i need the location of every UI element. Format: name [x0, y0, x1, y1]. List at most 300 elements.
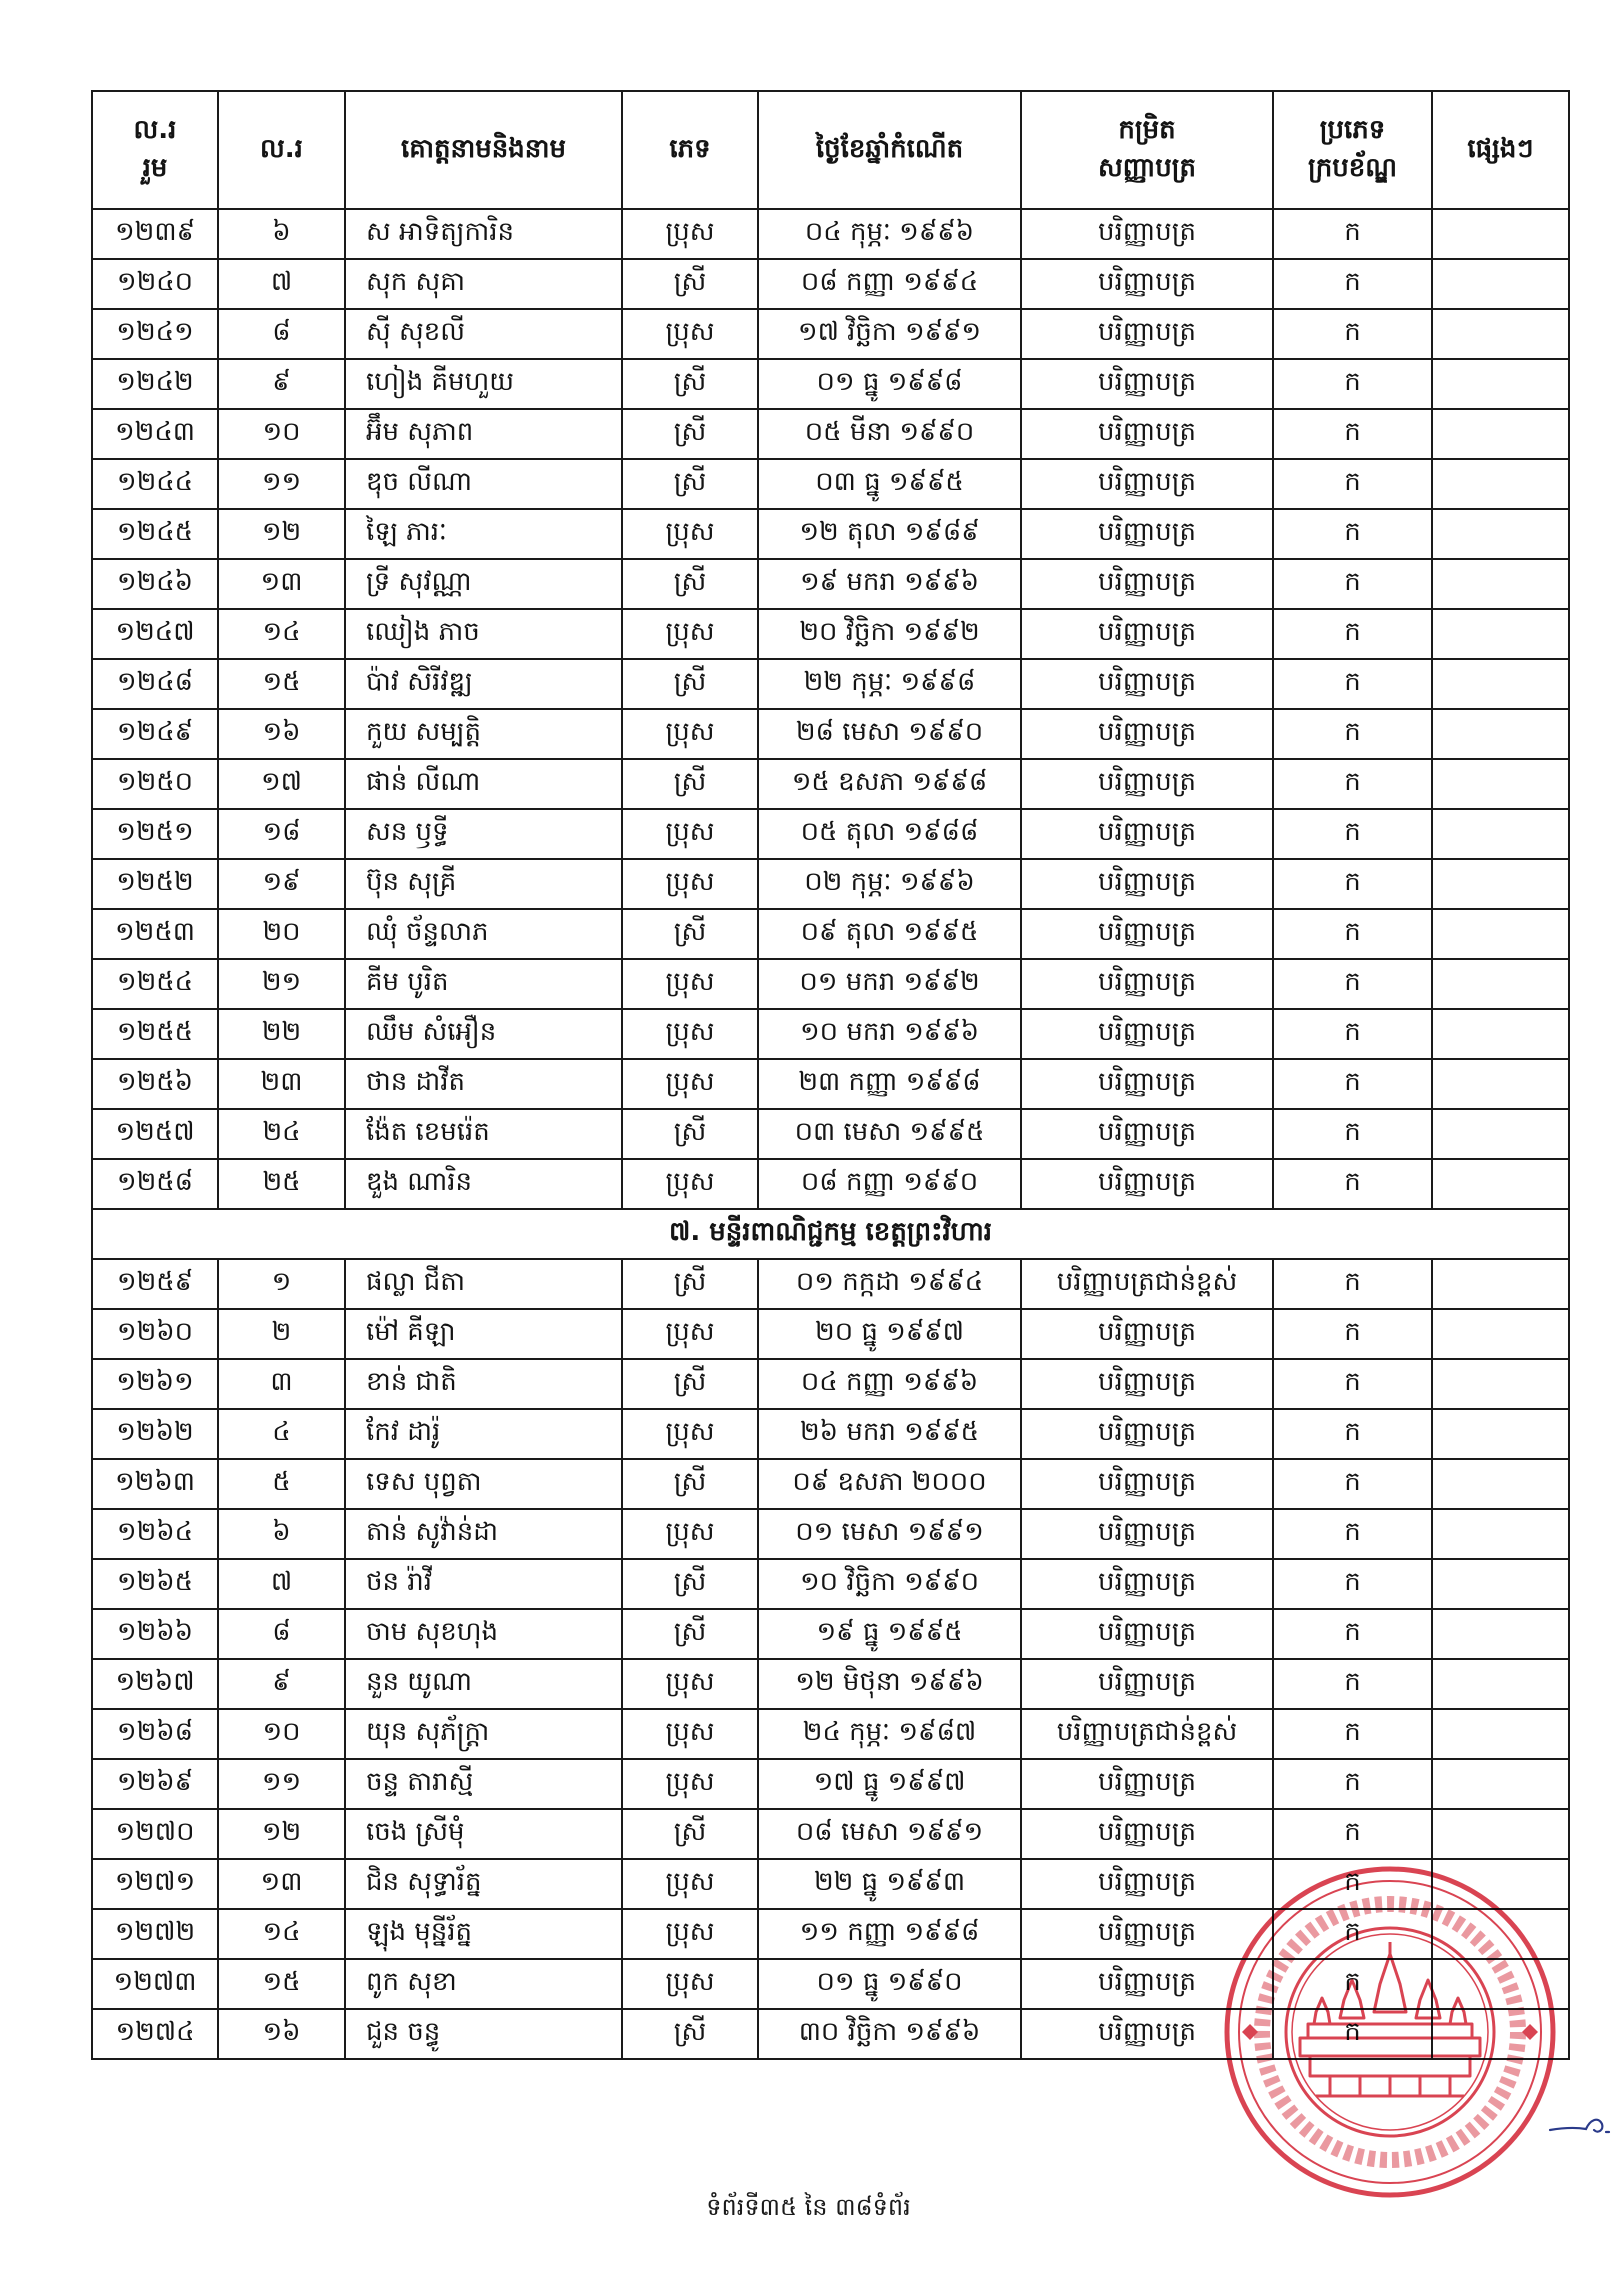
cell-no: ១៥ [218, 659, 345, 709]
table-row [92, 509, 1569, 559]
cell-total-no: ១២៥៧ [92, 1109, 218, 1159]
table-row [92, 1259, 1569, 1309]
cell-other [1432, 259, 1569, 309]
cell-name: សន ឫទ្ធី [345, 809, 622, 859]
cell-gender: ប្រុស [622, 1659, 758, 1709]
cell-total-no: ១២៧០ [92, 1809, 218, 1859]
cell-degree: បរិញ្ញាបត្រ [1021, 1809, 1273, 1859]
cell-gender: ប្រុស [622, 709, 758, 759]
cell-category: ក [1273, 1259, 1432, 1309]
header-total-no: ល.រ រួម [92, 91, 218, 209]
cell-no: ១៩ [218, 859, 345, 909]
cell-no: ១៣ [218, 559, 345, 609]
cell-other [1432, 909, 1569, 959]
section-title: ៧. មន្ទីរពាណិជ្ជកម្ម ខេត្តព្រះវិហារ [92, 1209, 1569, 1259]
cell-total-no: ១២៤៦ [92, 559, 218, 609]
cell-gender: ប្រុស [622, 1009, 758, 1059]
cell-total-no: ១២៥៣ [92, 909, 218, 959]
cell-total-no: ១២៤៣ [92, 409, 218, 459]
cell-gender: ស្រី [622, 1459, 758, 1509]
table-row [92, 959, 1569, 1009]
cell-degree: បរិញ្ញាបត្រ [1021, 209, 1273, 259]
cell-total-no: ១២៤៤ [92, 459, 218, 509]
cell-category: ក [1273, 809, 1432, 859]
cell-other [1432, 1159, 1569, 1209]
cell-no: ១០ [218, 1709, 345, 1759]
cell-degree: បរិញ្ញាបត្រ [1021, 709, 1273, 759]
cell-category: ក [1273, 1409, 1432, 1459]
cell-name: ថន រ៉ាវី [345, 1559, 622, 1609]
cell-birth-date: ១៧ ធ្នូ ១៩៩៧ [758, 1759, 1021, 1809]
cell-name: ចាម សុខហុង [345, 1609, 622, 1659]
cell-name: ជួន ចន្ធូ [345, 2009, 622, 2059]
cell-birth-date: ០៩ ឧសភា ២០០០ [758, 1459, 1021, 1509]
cell-other [1432, 959, 1569, 1009]
cell-total-no: ១២៤៨ [92, 659, 218, 709]
cell-no: ១៥ [218, 1959, 345, 2009]
cell-no: ១៤ [218, 609, 345, 659]
cell-birth-date: ២៨ មេសា ១៩៩០ [758, 709, 1021, 759]
cell-degree: បរិញ្ញាបត្រ [1021, 1509, 1273, 1559]
table-row [92, 559, 1569, 609]
cell-gender: ស្រី [622, 259, 758, 309]
header-row [92, 91, 1569, 209]
cell-other [1432, 1409, 1569, 1459]
cell-gender: ប្រុស [622, 209, 758, 259]
cell-degree: បរិញ្ញាបត្រ [1021, 1059, 1273, 1109]
table-row [92, 1759, 1569, 1809]
cell-total-no: ១២៦០ [92, 1309, 218, 1359]
cell-other [1432, 859, 1569, 909]
cell-gender: ស្រី [622, 1559, 758, 1609]
cell-birth-date: ០៣ មេសា ១៩៩៥ [758, 1109, 1021, 1159]
cell-total-no: ១២៤០ [92, 259, 218, 309]
cell-category: ក [1273, 1109, 1432, 1159]
cell-name: ឈៀង ភាច [345, 609, 622, 659]
cell-other [1432, 1009, 1569, 1059]
cell-total-no: ១២៥៦ [92, 1059, 218, 1109]
cell-category: ក [1273, 959, 1432, 1009]
cell-name: នួន យូណា [345, 1659, 622, 1709]
table-row [92, 259, 1569, 309]
cell-gender: ប្រុស [622, 509, 758, 559]
cell-name: កួយ សម្បត្តិ [345, 709, 622, 759]
cell-name: សុក សុគា [345, 259, 622, 309]
cell-gender: ស្រី [622, 909, 758, 959]
cell-name: ង៉ែត ខេមរ៉េត [345, 1109, 622, 1159]
cell-name: យុន សុភ័ក្ត្រា [345, 1709, 622, 1759]
cell-name: គីម បូរិត [345, 959, 622, 1009]
table-row [92, 309, 1569, 359]
cell-category: ក [1273, 659, 1432, 709]
cell-birth-date: ០៩ តុលា ១៩៩៥ [758, 909, 1021, 959]
cell-category: ក [1273, 1159, 1432, 1209]
cell-birth-date: ០៤ កុម្ភៈ ១៩៩៦ [758, 209, 1021, 259]
cell-other [1432, 1309, 1569, 1359]
cell-other [1432, 809, 1569, 859]
cell-other [1432, 209, 1569, 259]
cell-birth-date: ២២ ធ្នូ ១៩៩៣ [758, 1859, 1021, 1909]
cell-birth-date: ០១ កក្កដា ១៩៩៤ [758, 1259, 1021, 1309]
cell-no: ៧ [218, 1559, 345, 1609]
cell-other [1432, 759, 1569, 809]
cell-category: ក [1273, 859, 1432, 909]
cell-gender: ស្រី [622, 459, 758, 509]
cell-name: ស អាទិត្យការិន [345, 209, 622, 259]
cell-no: ១៤ [218, 1909, 345, 1959]
cell-degree: បរិញ្ញាបត្រ [1021, 1959, 1273, 2009]
cell-degree: បរិញ្ញាបត្រ [1021, 359, 1273, 409]
cell-degree: បរិញ្ញាបត្រ [1021, 1159, 1273, 1209]
cell-birth-date: ២៤ កុម្ភៈ ១៩៨៧ [758, 1709, 1021, 1759]
cell-total-no: ១២៧៤ [92, 2009, 218, 2059]
cell-no: ៩ [218, 359, 345, 409]
table-row [92, 409, 1569, 459]
cell-birth-date: ១៧ វិច្ឆិកា ១៩៩១ [758, 309, 1021, 359]
cell-degree: បរិញ្ញាបត្រ [1021, 609, 1273, 659]
cell-birth-date: ១២ មិថុនា ១៩៩៦ [758, 1659, 1021, 1709]
cell-gender: ប្រុស [622, 1759, 758, 1809]
cell-birth-date: ១០ មករា ១៩៩៦ [758, 1009, 1021, 1059]
cell-degree: បរិញ្ញាបត្រ [1021, 559, 1273, 609]
cell-gender: ស្រី [622, 1809, 758, 1859]
cell-name: ស៊ី សុខលី [345, 309, 622, 359]
cell-category: ក [1273, 309, 1432, 359]
cell-birth-date: ០៨ មេសា ១៩៩១ [758, 1809, 1021, 1859]
cell-birth-date: ២០ ធ្នូ ១៩៩៧ [758, 1309, 1021, 1359]
cell-degree: បរិញ្ញាបត្រ [1021, 1859, 1273, 1909]
cell-other [1432, 1559, 1569, 1609]
cell-no: ១៦ [218, 2009, 345, 2059]
cell-gender: ប្រុស [622, 959, 758, 1009]
cell-category: ក [1273, 559, 1432, 609]
cell-degree: បរិញ្ញាបត្រ [1021, 1459, 1273, 1509]
cell-total-no: ១២៦៩ [92, 1759, 218, 1809]
header-category: ប្រភេទ ក្របខ័ណ្ឌ [1273, 91, 1432, 209]
cell-total-no: ១២៧៣ [92, 1959, 218, 2009]
table-row [92, 1009, 1569, 1059]
cell-birth-date: ០៣ ធ្នូ ១៩៩៥ [758, 459, 1021, 509]
cell-degree: បរិញ្ញាបត្រ [1021, 309, 1273, 359]
cell-name: ទេស បុព្វតា [345, 1459, 622, 1509]
cell-name: ជិន សុទ្ធារ័ត្ន [345, 1859, 622, 1909]
table-row [92, 759, 1569, 809]
header-other: ផ្សេងៗ [1432, 91, 1569, 209]
cell-gender: ស្រី [622, 2009, 758, 2059]
header-no: ល.រ [218, 91, 345, 209]
cell-gender: ប្រុស [622, 1709, 758, 1759]
cell-category: ក [1273, 259, 1432, 309]
cell-other [1432, 309, 1569, 359]
cell-gender: ស្រី [622, 1109, 758, 1159]
cell-other [1432, 1659, 1569, 1709]
cell-name: ចេង ស្រីមុំ [345, 1809, 622, 1859]
cell-category: ក [1273, 1309, 1432, 1359]
cell-other [1432, 659, 1569, 709]
cell-gender: ប្រុស [622, 1509, 758, 1559]
cell-name: អ៊ឹម សុភាព [345, 409, 622, 459]
cell-degree: បរិញ្ញាបត្រ [1021, 1609, 1273, 1659]
cell-gender: ប្រុស [622, 1859, 758, 1909]
cell-name: ឡៃ ភារៈ [345, 509, 622, 559]
cell-total-no: ១២៤២ [92, 359, 218, 409]
cell-category: ក [1273, 609, 1432, 659]
cell-birth-date: ១១ កញ្ញា ១៩៩៨ [758, 1909, 1021, 1959]
cell-total-no: ១២៧២ [92, 1909, 218, 1959]
cell-total-no: ១២៤៩ [92, 709, 218, 759]
cell-name: ថាន ដាវីត [345, 1059, 622, 1109]
cell-other [1432, 459, 1569, 509]
cell-name: ខាន់ ជាតិ [345, 1359, 622, 1409]
table-row [92, 859, 1569, 909]
cell-name: ឌួង ណារិន [345, 1159, 622, 1209]
cell-total-no: ១២៥៨ [92, 1159, 218, 1209]
cell-degree: បរិញ្ញាបត្រ [1021, 459, 1273, 509]
cell-other [1432, 409, 1569, 459]
cell-no: ២១ [218, 959, 345, 1009]
cell-gender: ស្រី [622, 359, 758, 409]
cell-total-no: ១២៦៧ [92, 1659, 218, 1709]
signature-mark [1548, 2108, 1614, 2142]
cell-other [1432, 1609, 1569, 1659]
cell-total-no: ១២៦២ [92, 1409, 218, 1459]
cell-no: ១៦ [218, 709, 345, 759]
cell-total-no: ១២៦១ [92, 1359, 218, 1409]
cell-name: ប៊ុន សុគ្រី [345, 859, 622, 909]
table-row [92, 1309, 1569, 1359]
cell-category: ក [1273, 209, 1432, 259]
cell-no: ១១ [218, 459, 345, 509]
cell-other [1432, 1809, 1569, 1859]
cell-other [1432, 709, 1569, 759]
table-row [92, 909, 1569, 959]
cell-other [1432, 359, 1569, 409]
cell-birth-date: ១២ តុលា ១៩៨៩ [758, 509, 1021, 559]
cell-category: ក [1273, 1709, 1432, 1759]
cell-name: ពូក សុខា [345, 1959, 622, 2009]
cell-other [1432, 1109, 1569, 1159]
cell-no: ១១ [218, 1759, 345, 1809]
cell-category: ក [1273, 759, 1432, 809]
cell-other [1432, 1709, 1569, 1759]
table-row [92, 609, 1569, 659]
cell-name: ឌុច លីណា [345, 459, 622, 509]
cell-birth-date: ០១ ធ្នូ ១៩៩០ [758, 1959, 1021, 2009]
cell-birth-date: ០៨ កញ្ញា ១៩៩៤ [758, 259, 1021, 309]
table-row [92, 1509, 1569, 1559]
cell-birth-date: ២២ កុម្ភៈ ១៩៩៨ [758, 659, 1021, 709]
cell-degree: បរិញ្ញាបត្រជាន់ខ្ពស់ [1021, 1259, 1273, 1309]
cell-no: ៤ [218, 1409, 345, 1459]
cell-name: ចន្ទ តារាស្មី [345, 1759, 622, 1809]
cell-other [1432, 1509, 1569, 1559]
table-row [92, 1359, 1569, 1409]
cell-category: ក [1273, 1009, 1432, 1059]
cell-gender: ប្រុស [622, 609, 758, 659]
cell-total-no: ១២៥២ [92, 859, 218, 909]
cell-birth-date: ១០ វិច្ឆិកា ១៩៩០ [758, 1559, 1021, 1609]
cell-degree: បរិញ្ញាបត្រ [1021, 1909, 1273, 1959]
cell-gender: ស្រី [622, 1609, 758, 1659]
cell-gender: ប្រុស [622, 1309, 758, 1359]
cell-no: ២៤ [218, 1109, 345, 1159]
cell-category: ក [1273, 909, 1432, 959]
cell-no: ២៥ [218, 1159, 345, 1209]
header-birth-date: ថ្ងៃខែឆ្នាំកំណើត [758, 91, 1021, 209]
cell-category: ក [1273, 509, 1432, 559]
table-row [92, 359, 1569, 409]
cell-gender: ប្រុស [622, 809, 758, 859]
section-group [92, 1209, 1569, 1259]
cell-degree: បរិញ្ញាបត្រ [1021, 1009, 1273, 1059]
cell-degree: បរិញ្ញាបត្រ [1021, 1559, 1273, 1609]
cell-degree: បរិញ្ញាបត្រជាន់ខ្ពស់ [1021, 1709, 1273, 1759]
cell-gender: ស្រី [622, 759, 758, 809]
cell-other [1432, 1759, 1569, 1809]
cell-total-no: ១២៦៤ [92, 1509, 218, 1559]
cell-degree: បរិញ្ញាបត្រ [1021, 2009, 1273, 2059]
cell-category: ក [1273, 1559, 1432, 1609]
cell-no: ៩ [218, 1659, 345, 1709]
cell-category: ក [1273, 459, 1432, 509]
cell-degree: បរិញ្ញាបត្រ [1021, 909, 1273, 959]
cell-other [1432, 1459, 1569, 1509]
cell-degree: បរិញ្ញាបត្រ [1021, 859, 1273, 909]
cell-gender: ប្រុស [622, 1909, 758, 1959]
cell-no: ៨ [218, 1609, 345, 1659]
cell-no: ១ [218, 1259, 345, 1309]
cell-birth-date: ០៥ មីនា ១៩៩០ [758, 409, 1021, 459]
cell-category: ក [1273, 1359, 1432, 1409]
cell-total-no: ១២៥១ [92, 809, 218, 859]
cell-category: ក [1273, 1659, 1432, 1709]
cell-category: ក [1273, 359, 1432, 409]
cell-birth-date: ២៣ កញ្ញា ១៩៩៨ [758, 1059, 1021, 1109]
header-gender: ភេទ [622, 91, 758, 209]
cell-name: ហៀង គីមហួយ [345, 359, 622, 409]
cell-degree: បរិញ្ញាបត្រ [1021, 1759, 1273, 1809]
cell-total-no: ១២៥៩ [92, 1259, 218, 1309]
cell-category: ក [1273, 709, 1432, 759]
cell-category: ក [1273, 1059, 1432, 1109]
cell-birth-date: ០៤ កញ្ញា ១៩៩៦ [758, 1359, 1021, 1409]
cell-gender: ប្រុស [622, 1409, 758, 1459]
table-row [92, 1809, 1569, 1859]
cell-no: ៧ [218, 259, 345, 309]
table-row [92, 709, 1569, 759]
cell-no: ២៣ [218, 1059, 345, 1109]
page-number: ទំព័រទី៣៥ នៃ ៣៨ទំព័រ [706, 2193, 911, 2221]
cell-name: ឈឹម សំអឿន [345, 1009, 622, 1059]
cell-other [1432, 609, 1569, 659]
header-degree: កម្រិត សញ្ញាបត្រ [1021, 91, 1273, 209]
table-row [92, 1109, 1569, 1159]
cell-gender: ស្រី [622, 1359, 758, 1409]
cell-other [1432, 1259, 1569, 1309]
cell-name: ផាន់ លីណា [345, 759, 622, 809]
table-row [92, 1159, 1569, 1209]
cell-degree: បរិញ្ញាបត្រ [1021, 509, 1273, 559]
cell-gender: ប្រុស [622, 859, 758, 909]
cell-degree: បរិញ្ញាបត្រ [1021, 809, 1273, 859]
cell-gender: ស្រី [622, 409, 758, 459]
cell-name: ផល្លា ជីតា [345, 1259, 622, 1309]
cell-no: ២២ [218, 1009, 345, 1059]
table-row [92, 809, 1569, 859]
cell-category: ក [1273, 1509, 1432, 1559]
cell-other [1432, 559, 1569, 609]
cell-total-no: ១២៦៦ [92, 1609, 218, 1659]
cell-name: ទ្រី សុវណ្ណា [345, 559, 622, 609]
table-row [92, 1409, 1569, 1459]
cell-degree: បរិញ្ញាបត្រ [1021, 1409, 1273, 1459]
cell-birth-date: ២៦ មករា ១៩៩៥ [758, 1409, 1021, 1459]
cell-other [1432, 509, 1569, 559]
cell-birth-date: ០៨ កញ្ញា ១៩៩០ [758, 1159, 1021, 1209]
cell-other [1432, 1059, 1569, 1109]
cell-no: ២ [218, 1309, 345, 1359]
cell-name: ម៉ៅ គីឡា [345, 1309, 622, 1359]
cell-no: ១៨ [218, 809, 345, 859]
cell-total-no: ១២៥០ [92, 759, 218, 809]
cell-gender: ស្រី [622, 559, 758, 609]
cell-degree: បរិញ្ញាបត្រ [1021, 1109, 1273, 1159]
roster-table [91, 90, 1570, 2060]
cell-total-no: ១២៧១ [92, 1859, 218, 1909]
cell-gender: ប្រុស [622, 1159, 758, 1209]
cell-total-no: ១២៥៥ [92, 1009, 218, 1059]
cell-total-no: ១២៤៥ [92, 509, 218, 559]
cell-category: ក [1273, 1909, 1432, 1959]
cell-birth-date: ០១ ធ្នូ ១៩៩៨ [758, 359, 1021, 409]
table-row [92, 1709, 1569, 1759]
cell-name: ឡុង មុន្នីរ័ត្ន [345, 1909, 622, 1959]
cell-category: ក [1273, 2009, 1432, 2059]
cell-category: ក [1273, 1859, 1432, 1909]
cell-no: ១៣ [218, 1859, 345, 1909]
cell-total-no: ១២៦៨ [92, 1709, 218, 1759]
cell-birth-date: ០១ មករា ១៩៩២ [758, 959, 1021, 1009]
table-row [92, 1609, 1569, 1659]
cell-other [1432, 1359, 1569, 1409]
cell-name: កែវ ដារ៉ូ [345, 1409, 622, 1459]
table-row [92, 1459, 1569, 1509]
table-body-before [92, 209, 1569, 1209]
cell-category: ក [1273, 409, 1432, 459]
cell-total-no: ១២៥៤ [92, 959, 218, 1009]
cell-degree: បរិញ្ញាបត្រ [1021, 759, 1273, 809]
cell-degree: បរិញ្ញាបត្រ [1021, 409, 1273, 459]
cell-name: ប៉ាវ សិរីវឌ្ឍ [345, 659, 622, 709]
cell-total-no: ១២៦៣ [92, 1459, 218, 1509]
cell-total-no: ១២៤១ [92, 309, 218, 359]
cell-gender: ប្រុស [622, 1059, 758, 1109]
cell-birth-date: ០២ កុម្ភៈ ១៩៩៦ [758, 859, 1021, 909]
table-row [92, 209, 1569, 259]
cell-no: ៦ [218, 1509, 345, 1559]
cell-no: ៨ [218, 309, 345, 359]
cell-no: ៥ [218, 1459, 345, 1509]
cell-no: ៦ [218, 209, 345, 259]
cell-birth-date: ០៥ តុលា ១៩៨៨ [758, 809, 1021, 859]
cell-gender: ស្រី [622, 1259, 758, 1309]
cell-total-no: ១២៣៩ [92, 209, 218, 259]
cell-degree: បរិញ្ញាបត្រ [1021, 1309, 1273, 1359]
cell-category: ក [1273, 1609, 1432, 1659]
table-row [92, 659, 1569, 709]
cell-degree: បរិញ្ញាបត្រ [1021, 959, 1273, 1009]
cell-degree: បរិញ្ញាបត្រ [1021, 1659, 1273, 1709]
